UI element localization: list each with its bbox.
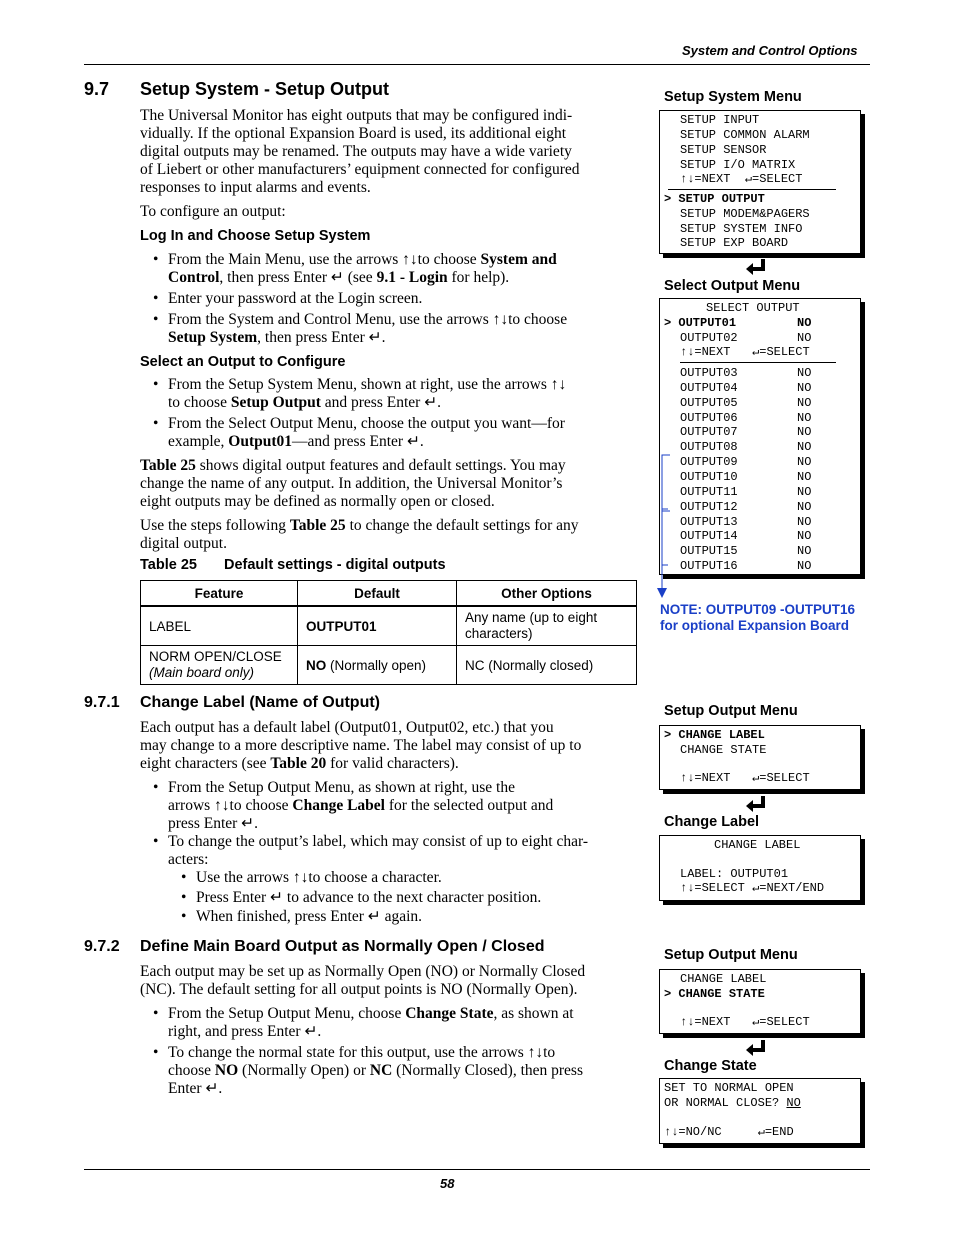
sub1-subbullet: [181, 908, 423, 926]
output-name: OUTPUT15: [680, 544, 738, 559]
output-name: OUTPUT02: [680, 331, 738, 345]
text: —and press Enter ↵.: [292, 433, 424, 450]
expansion-note: [660, 602, 855, 634]
lcd-nav-hint: ↑↓=NO/NC ↵=END: [664, 1125, 794, 1139]
lcd-heading: CHANGE LABEL: [714, 838, 801, 852]
lcd-heading: SELECT OUTPUT: [706, 301, 800, 315]
output-name: OUTPUT07: [680, 425, 738, 440]
bullet-dot: •: [153, 290, 159, 307]
bullet-dot: •: [181, 908, 187, 925]
lcd-line: SETUP MODEM&PAGERS: [680, 207, 810, 221]
output-name: OUTPUT03: [680, 366, 738, 380]
text: for valid characters).: [326, 755, 459, 772]
panel-title: Change State: [664, 1058, 757, 1074]
text: From the Setup System Menu, shown at right, use the arrows ↑↓: [168, 376, 567, 393]
bold-text: Control: [168, 269, 220, 286]
table-ref: Table 25: [289, 517, 346, 534]
panel-title: Select Output Menu: [664, 278, 801, 294]
intro-line: The Universal Monitor has eight outputs that may be configured indi-: [140, 107, 573, 124]
text: Use the steps following: [140, 517, 290, 534]
caption-text: Default settings - digital outputs: [224, 557, 446, 573]
text: eight outputs may be defined as normally open or closed.: [140, 493, 495, 510]
bullet-dot: •: [153, 311, 159, 328]
select-bullet-2: [153, 415, 648, 451]
text: To change the normal state for this output, use the arrows ↑↓to: [168, 1044, 556, 1061]
output-name: OUTPUT05: [680, 395, 738, 410]
output-value: NO: [797, 380, 812, 395]
bold-text: Output01: [228, 433, 293, 450]
text: From the Setup Output Menu, choose: [168, 1005, 406, 1022]
intro-line: of Liebert or other manufacturers’ equipment connected for configured: [140, 161, 580, 178]
text: example,: [168, 433, 229, 450]
bold-text: Change State: [405, 1005, 494, 1022]
feature-text: NORM OPEN/CLOSE: [149, 649, 282, 664]
bullet-dot: •: [153, 1005, 159, 1022]
text: Use the arrows ↑↓to choose a character.: [196, 869, 442, 886]
text: for the selected output and: [385, 797, 554, 814]
subsection-title: Change Label (Name of Output): [140, 694, 380, 711]
text: to change the default settings for any: [345, 517, 579, 534]
text: OR NORMAL CLOSE?: [664, 1096, 787, 1110]
bold-text: 9.1 - Login: [376, 269, 448, 286]
table-row: [141, 606, 637, 646]
output-value: NO: [797, 559, 812, 574]
subsection-heading: [84, 938, 545, 956]
subsection-heading: [84, 694, 380, 712]
lcd-nav-hint: ↑↓=NEXT ↵=SELECT: [680, 172, 803, 186]
setup-output-lcd: [659, 725, 861, 790]
table-caption: [140, 557, 446, 573]
lcd-line: [664, 1096, 801, 1111]
text: press Enter ↵.: [168, 815, 259, 832]
cell-feature: [141, 646, 298, 685]
table-row: [141, 646, 637, 685]
bold-text: NC: [369, 1062, 393, 1079]
cell-default: OUTPUT01: [298, 606, 457, 646]
column-header: Other Options: [457, 581, 637, 607]
column-header: Default: [298, 581, 457, 607]
lcd-line: SETUP I/O MATRIX: [680, 158, 796, 172]
lcd-nav-hint: ↑↓=NEXT ↵=SELECT: [680, 771, 810, 785]
lcd-line: SETUP SYSTEM INFO: [680, 222, 803, 236]
section-title: Setup System - Setup Output: [140, 79, 390, 99]
output-name: OUTPUT12: [680, 499, 738, 514]
select-heading: Select an Output to Configure: [140, 354, 346, 370]
sub1-bullet-1: [153, 779, 648, 833]
caption-number: Table 25: [140, 557, 197, 573]
output-value: NO: [797, 455, 812, 470]
intro-line: responses to input alarms and events.: [140, 179, 371, 196]
bullet-dot: •: [153, 1044, 159, 1061]
output-value: NO: [797, 499, 812, 514]
bold-text: System and: [480, 251, 557, 268]
table-ref: Table 25: [140, 457, 196, 474]
lcd-nav-hint: ↑↓=SELECT ↵=NEXT/END: [680, 881, 825, 895]
text: Each output may be set up as Normally Open (NO) or Normally Closed: [140, 963, 586, 980]
lcd-line: SET TO NORMAL OPEN: [664, 1081, 794, 1095]
cell-feature: LABEL: [141, 606, 298, 646]
text: , as shown at: [493, 1005, 574, 1022]
to-configure: To configure an output:: [140, 203, 286, 220]
lcd-line: SETUP COMMON ALARM: [680, 128, 810, 142]
header-rule: [84, 64, 870, 65]
section-number: 9.7: [84, 79, 110, 99]
change-state-lcd: [659, 1078, 861, 1144]
panel-title: Setup Output Menu: [664, 703, 798, 719]
setup-system-lcd: [659, 110, 861, 254]
select-output-lcd: [659, 298, 861, 575]
sub1-paragraph: [140, 719, 660, 773]
footer-rule: [84, 1169, 870, 1170]
text: Enter your password at the Login screen.: [168, 290, 423, 307]
text: , then press Enter ↵.: [257, 329, 386, 346]
table-header-row: [141, 581, 637, 607]
text: digital output.: [140, 535, 227, 552]
subsection-number: 9.7.1: [84, 694, 120, 711]
output-name: OUTPUT14: [680, 529, 738, 544]
text: eight characters (see: [140, 755, 271, 772]
text: and press Enter ↵.: [320, 394, 442, 411]
select-bullet-1: [153, 376, 648, 412]
bullet-dot: •: [181, 889, 187, 906]
text: (Normally Closed), then press: [392, 1062, 583, 1079]
text: shows digital output features and default settings. You may: [195, 457, 566, 474]
text: When finished, press Enter ↵ again.: [196, 908, 423, 925]
state-value: NO: [786, 1096, 801, 1110]
bullet-dot: •: [153, 779, 159, 796]
bold-text: Change Label: [292, 797, 385, 814]
text: Press Enter ↵ to advance to the next character position.: [196, 889, 542, 906]
sub2-bullet-2: [153, 1044, 648, 1098]
bold-text: NO: [214, 1062, 239, 1079]
text: right, and press Enter ↵.: [168, 1023, 322, 1040]
output-name: OUTPUT16: [680, 559, 738, 574]
lcd-label-value: LABEL: OUTPUT01: [680, 867, 789, 881]
login-bullet-3: [153, 311, 648, 347]
cell-default: [298, 646, 457, 685]
text: From the Main Menu, use the arrows ↑↓to choose: [168, 251, 481, 268]
lcd-divider: [668, 189, 836, 190]
enter-arrow-icon: [745, 1040, 767, 1056]
login-bullet-2: [153, 290, 648, 308]
lcd-divider: [680, 362, 836, 363]
panel-title: Change Label: [664, 814, 760, 830]
output-value: NO: [797, 469, 812, 484]
lcd-line: CHANGE STATE: [680, 743, 767, 757]
login-bullet-1: [153, 251, 648, 287]
steps-paragraph: [140, 517, 660, 553]
lcd-nav-hint: ↑↓=NEXT ↵=SELECT: [680, 345, 810, 359]
selected-item: CHANGE LABEL: [678, 728, 765, 742]
text: to choose: [168, 394, 231, 411]
text: To change the output’s label, which may consist of up to eight char-: [168, 833, 589, 850]
output-name: OUTPUT10: [680, 469, 738, 484]
text: (Normally Open) or: [238, 1062, 370, 1079]
output-value: NO: [797, 366, 812, 380]
output-value: NO: [797, 440, 812, 455]
output-value: NO: [797, 395, 812, 410]
output-value: NO: [797, 484, 812, 499]
cell-other: NC (Normally closed): [457, 646, 637, 685]
sub2-bullet-1: [153, 1005, 648, 1041]
text: acters:: [168, 851, 209, 868]
lcd-line: CHANGE LABEL: [680, 972, 767, 986]
cell-other: Any name (up to eight characters): [457, 606, 637, 646]
text: From the Setup Output Menu, as shown at right, use the: [168, 779, 515, 796]
bullet-dot: •: [153, 415, 159, 432]
column-header: Feature: [141, 581, 298, 607]
selected-item: CHANGE STATE: [678, 987, 765, 1001]
enter-arrow-icon: [745, 796, 767, 812]
expansion-bracket-arrow-icon: [654, 453, 672, 599]
output-name: OUTPUT11: [680, 484, 738, 499]
login-heading: Log In and Choose Setup System: [140, 228, 371, 244]
text: , then press Enter ↵ (see: [219, 269, 377, 286]
note-line: NOTE: OUTPUT09 -OUTPUT16: [660, 602, 856, 617]
lcd-line: SETUP SENSOR: [680, 143, 767, 157]
output-value: NO: [797, 529, 812, 544]
selected-item: OUTPUT01: [678, 316, 737, 330]
text: From the System and Control Menu, use the arrows ↑↓to choose: [168, 311, 568, 328]
intro-line: digital outputs may be renamed. The outputs may have a wide variety: [140, 143, 572, 160]
subsection-title: Define Main Board Output as Normally Open / Closed: [140, 938, 545, 955]
bullet-dot: •: [153, 251, 159, 268]
text: From the Select Output Menu, choose the output you want—for: [168, 415, 565, 432]
setup-output-lcd-2: [659, 969, 861, 1034]
section-heading: [84, 79, 389, 100]
output-value: NO: [797, 514, 812, 529]
output-value: NO: [797, 410, 812, 425]
text: Enter ↵.: [168, 1080, 223, 1097]
text: may change to a more descriptive name. The label may consist of up to: [140, 737, 582, 754]
feature-note: (Main board only): [149, 665, 255, 680]
lcd-selected-line: > SETUP OUTPUT: [664, 192, 765, 206]
intro-paragraph: [140, 107, 660, 197]
output-value: NO: [797, 425, 812, 440]
lcd-line: SETUP INPUT: [680, 113, 760, 127]
text: Each output has a default label (Output01, Output02, etc.) that you: [140, 719, 554, 736]
sub1-bullet-2: [153, 833, 654, 869]
running-header: System and Control Options: [682, 43, 858, 58]
sub2-paragraph: [140, 963, 660, 999]
output-value: NO: [797, 331, 812, 345]
sub1-subbullet: [181, 869, 442, 887]
table-ref: Table 20: [270, 755, 327, 772]
default-settings-table: [140, 580, 637, 685]
text: change the name of any output. In addition, the Universal Monitor’s: [140, 475, 563, 492]
intro-line: vidually. If the optional Expansion Board is used, its additional eight: [140, 125, 567, 142]
lcd-selected-line: > CHANGE LABEL: [664, 728, 765, 742]
change-label-lcd: [659, 835, 861, 901]
note-line: for optional Expansion Board: [660, 618, 850, 633]
default-rest: (Normally open): [326, 657, 427, 673]
output-name: OUTPUT08: [680, 440, 738, 455]
panel-title: Setup Output Menu: [664, 947, 798, 963]
bullet-dot: •: [153, 833, 159, 850]
text: for help).: [447, 269, 510, 286]
table-paragraph: [140, 457, 660, 511]
output-name: OUTPUT13: [680, 514, 738, 529]
bold-text: Setup Output: [230, 394, 321, 411]
text: arrows ↑↓to choose: [168, 797, 293, 814]
lcd-line: SETUP EXP BOARD: [680, 236, 789, 250]
lcd-nav-hint: ↑↓=NEXT ↵=SELECT: [680, 1015, 810, 1029]
text: choose: [168, 1062, 215, 1079]
selected-item: SETUP OUTPUT: [678, 192, 765, 206]
output-name: OUTPUT04: [680, 380, 738, 395]
output-name: OUTPUT09: [680, 455, 738, 470]
panel-title: Setup System Menu: [664, 89, 802, 105]
bold-text: Setup System: [168, 329, 258, 346]
bullet-dot: •: [181, 869, 187, 886]
subsection-number: 9.7.2: [84, 938, 120, 955]
lcd-selected-line: > CHANGE STATE: [664, 987, 765, 1001]
page-number: 58: [440, 1176, 455, 1191]
bullet-dot: •: [153, 376, 159, 393]
default-bold: NO: [306, 657, 327, 673]
output-name: OUTPUT06: [680, 410, 738, 425]
text: (NC). The default setting for all output points is NO (Normally Open).: [140, 981, 578, 998]
lcd-selected-line: > OUTPUT01: [664, 316, 737, 330]
enter-arrow-icon: [745, 259, 767, 275]
output-value: NO: [797, 544, 812, 559]
selected-value: NO: [797, 316, 812, 330]
sub1-subbullet: [181, 889, 542, 907]
